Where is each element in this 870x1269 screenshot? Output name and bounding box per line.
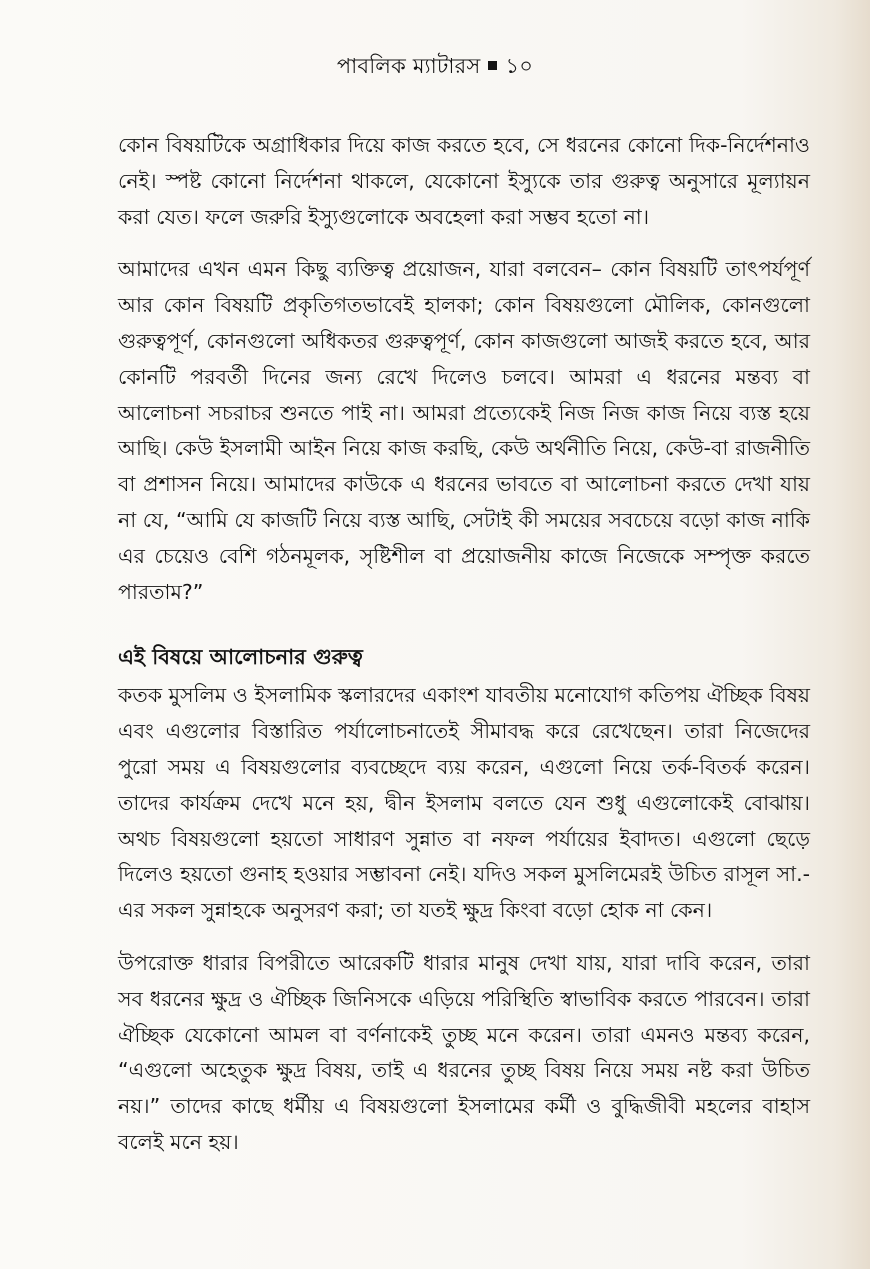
paragraph-2: আমাদের এখন এমন কিছু ব্যক্তিত্ব প্রয়োজন, যারা বলবেন– কোন বিষয়টি তাৎপর্যপূর্ণ আর কোন বিষয়টি প্রকৃতিগতভাবেই হালকা; কোন বিষয়গুলো মৌলিক, কোনগুলো গুরুত্বপূর্ণ, কোনগুলো অধিকতর গুরুত্বপূর্ণ, কোন কাজগুলো আজই করতে হবে, আর কোনটি পরবর্তী দিনের জন্য রেখে দিলেও চলবে। আমরা এ ধরনের মন্তব্য বা আলোচনা সচরাচর শুনতে পাই না। আমরা প্রত্যেকেই নিজ নিজ কাজ নিয়ে ব্যস্ত হয়ে আছি। কেউ ইসলামী আইন নিয়ে কাজ করছি, কেউ অর্থনীতি নিয়ে, কেউ-বা রাজনীতি বা প্রশাসন নিয়ে। আমাদের কাউকে এ ধরনের ভাবতে বা আলোচনা করতে দেখা যায় না যে, “আমি যে কাজটি নিয়ে ব্যস্ত আছি, সেটাই কী সময়ের সবচেয়ে বড়ো কাজ নাকি এর চেয়েও বেশি গঠনমূলক, সৃষ্টিশীল বা প্রয়োজনীয় কাজে নিজেকে সম্পৃক্ত করতে পারতাম?” xyxy=(118,257,810,604)
page-number: ১০ xyxy=(505,54,534,78)
section-paragraph-2: উপরোক্ত ধারার বিপরীতে আরেকটি ধারার মানুষ দেখা যায়, যারা দাবি করেন, তারা সব ধরনের ক্ষুদ্র ও ঐচ্ছিক জিনিসকে এড়িয়ে পরিস্থিতি স্বাভাবিক করতে পারবেন। তারা ঐচ্ছিক যেকোনো আমল বা বর্ণনাকেই তুচ্ছ মনে করেন। তারা এমনও মন্তব্য করেন, “এগুলো অহেতুক ক্ষুদ্র বিষয়, তাই এ ধরনের তুচ্ছ বিষয় নিয়ে সময় নষ্ট করা উচিত নয়।” তাদের কাছে ধর্মীয় এ বিষয়গুলো ইসলামের কর্মী ও বুদ্ধিজীবী মহলের বাহাস বলেই মনে হয়। xyxy=(118,950,810,1154)
running-header xyxy=(0,50,870,85)
page-body xyxy=(118,128,810,1161)
book-title: পাবলিক ম্যাটারস xyxy=(336,54,481,78)
paragraph-1: কোন বিষয়টিকে অগ্রাধিকার দিয়ে কাজ করতে হবে, সে ধরনের কোনো দিক-নির্দেশনাও নেই। স্পষ্ট কোনো নির্দেশনা থাকলে, যেকোনো ইস্যুকে তার গুরুত্ব অনুসারে মূল্যায়ন করা যেত। ফলে জরুরি ইস্যুগুলোকে অবহেলা করা সম্ভব হতো না। xyxy=(118,133,810,229)
section-paragraph-1: কতক মুসলিম ও ইসলামিক স্কলারদের একাংশ যাবতীয় মনোযোগ কতিপয় ঐচ্ছিক বিষয় এবং এগুলোর বিস্তারিত পর্যালোচনাতেই সীমাবদ্ধ করে রেখেছেন। তারা নিজেদের পুরো সময় এ বিষয়গুলোর ব্যবচ্ছেদে ব্যয় করেন, এগুলো নিয়ে তর্ক-বিতর্ক করেন। তাদের কার্যক্রম দেখে মনে হয়, দ্বীন ইসলাম বলতে যেন শুধু এগুলোকেই বোঝায়। অথচ বিষয়গুলো হয়তো সাধারণ সুন্নাত বা নফল পর্যায়ের ইবাদত। এগুলো ছেড়ে দিলেও হয়তো গুনাহ হওয়ার সম্ভাবনা নেই। যদিও সকল মুসলিমেরই উচিত রাসূল সা.-এর সকল সুন্নাহকে অনুসরণ করা; তা যতই ক্ষুদ্র কিংবা বড়ো হোক না কেন। xyxy=(118,683,810,923)
header-separator xyxy=(488,61,497,70)
section-heading: এই বিষয়ে আলোচনার গুরুত্ব xyxy=(118,645,363,670)
